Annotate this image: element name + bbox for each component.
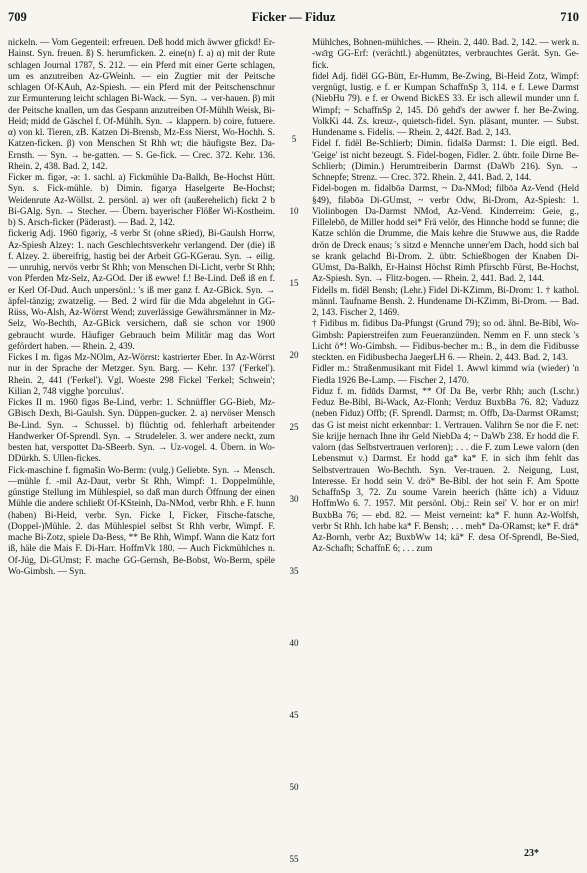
entry-paragraph: Fidel f. fidël Be-Schlierb; Dimin. fidəlšə Darmst: 1. Die eigtl. Bed. 'Geige' ist nicht bezeugt. S. Fidel-bogen, Fidler. 2. übtr. foile Dirne Be-Schlierb; (Dimin.) Herumtreiberin Darmst (DaWb 216). Syn. → Schnepfe; Strenz. — Crec. 372. Rhein. 2, 441. Bad. 2, 144. <box>312 139 579 183</box>
entry-paragraph: Fickes I m. figəs Mz-NOlm, Az-Wörrst: kastrierter Eber. In Az-Wörrst nur in der Sprache der Metzger. Syn. Barg. — Kehr. 137 ('Ferkel'). Rhein. 2, 441 ('Ferkel'). Vgl. Woeste 298 Fickel 'Ferkel; Schwein'; Kilian 2, 748 vigghe 'porculus'. <box>8 353 275 397</box>
line-number: 55 <box>289 854 299 864</box>
entry-paragraph: Fick-maschine f. figmašin Wo-Berm: (vulg.) Geliebte. Syn. → Mensch. —mühle f. -mil Az-Daut, verbr St Rhh, Wimpf: 1. Doppelmühle, günstige Stellung im Mühlespiel, so daß man durch Öffnung der einen Mühle die andere schließt Of-KSteinh, Da-NMod, verbr Rhh. e F. hunn (haben) Bi-Heid, verbr. Syn. Ficke I, Ficker, Fitsche-fatsche, (Doppel-)Mühle. 2. das Mühlespiel selbst St Rhh verbr, Wimpf. F. mache Bi-Zotz, spiele Da-Bess, ** Be Rhh, Wimpf. Wann die Katz fort iß, häle die Mais F. Di-Harr. HoffmVk 180. — Auch Fickmühlches n. Of-Jüg, Di-GUmst; F. mache GG-Gernsh, Be-Bobst, Wo-Berm, spële Wo-Gimbsh. — Syn. <box>8 465 275 577</box>
entry-paragraph: Fidler m.: Straßenmusikant mit Fidel 1. Awwl kimmd wia (wieder) 'n Fiedla 1926 Be-Lamp. — Fischer 2, 1470. <box>312 364 579 386</box>
right-column <box>312 38 579 556</box>
entry-paragraph: Fidel-bogen m. fidəlbōə Darmst, ~ Da-NMod; filbōə Az-Vend (Held §49), filəbōə Di-GUmst, ~ verbr Odw, Bi-Drom, Az-Spiesh: 1. Violinbogen Da-Darmst NMod, Az-Vend. Kinderreim: Geie, g., Fillelebō, de Miller hodd sei* Frä velör, des Hinnche hodd se funne; die Katze schlön die Drumme, die Mais kehre die Stuwwe aus, die Radde drön de Dreck enaus; 's sitzd e Mennche unner'em Dach, hodd sich bal se krank gelachd Bi-Drom. 2. übtr. Schießbogen der Knaben Di-GUmst, Da-Balkh, Er-Hainst Höchst Rimh Pfirschb Fürst, Be-Hochst, Az-Spiesh. Syn. → Flitz-bogen. — Rhein. 2, 441. Bad. 2, 144. <box>312 184 579 285</box>
entry-paragraph: Fickes II m. 1960 figəs Be-Lind, verbr: 1. Schnüffler GG-Bieb, Mz-GBisch Dexh, Bi-Gaulsh. Syn. Düppen-gucker. 2. a) nervöser Mensch Be-Lind. Syn. → Schussel. b) flüchtig od. fehlerhaft arbeitender Handwerker Of-Sprendl. Syn. → Strudeleler. 3. wer andere neckt, zum besten hat, verspottet Da-SBeerb. Syn. → Uz-vogel. 4. Übern. in Wo-DDürkh. S. Ullen-fickes. <box>8 398 275 465</box>
line-number: 30 <box>289 494 299 504</box>
signature-mark: 23* <box>524 848 539 859</box>
line-number: 35 <box>289 566 299 576</box>
line-number: 20 <box>289 350 299 360</box>
line-number: 10 <box>289 206 299 216</box>
left-column <box>8 38 275 578</box>
entry-paragraph: Fiduz f. m. fidūds Darmst, ** Of Da Be, verbr Rhh; auch (Lschr.) Feduz Be-Bibl, Bi-Wack, Az-Flonh; Verduz BuxbBa 76. 82; Vaduzz (neben Fiduz) Offb; (F. Sprendl. Darmst; m. Offb, Da-Darmst ORamst; das G ist meist nicht erkennbar: 1. Vertrauen. Valihrn Se nor die F. net: Sie krijje hernach Ihne ihr Geld NiebDa 4; ~ DaWb 238. Er hodd die F. valorn (das Selbstvertrauen verloren); . . . die F. zum Lewe valorn (den Lebensmut v.) Darmst. Er hodd ga* ka* F. in sich ihm fehlt das Selbstvertrauen Wo-Bechth. Syn. Ver-trauen. 2. Neigung, Lust, Interesse. Er hodd sein V. drö* Be-Bibl. der hot sein F. Am Spotte SchaffnSp 3, 72. Zu soume Varein heerich (hätte ich) a Viduuz HoffmWo 6. 7. 1957. Mit persönl. Obj.: Rein sei' V. hor er on mir! BuxbBa 76; — ebd. 82. — Meist verneint: ka* F. hunn Az-Wolfsh, verbr St Rhh. Ich habe ka* F. Bensh; . . . meh* Da-ORamst; ke* F. drä* Az-Bornh, verbr Az; BuxbWw 14; kä* F. desa Of-Sprendl, Be-Sied, Az-Schafh; SchaffnE 6; . . . zum <box>312 386 579 555</box>
page-number-left: 709 <box>8 10 27 24</box>
header-title: Ficker — Fiduz <box>251 10 336 24</box>
entry-paragraph: Fidells m. fidël Bensh; (Lehr.) Fidel Di-KZimm, Bi-Drom: 1. † kathol. männl. Taufname Bensh. 2. Hundename Di-KZimm, Bi-Drom. — Bad. 2, 143. Fischer 2, 1469. <box>312 285 579 318</box>
line-number: 50 <box>289 782 299 792</box>
page-number-right: 710 <box>560 10 579 24</box>
line-number: 45 <box>289 710 299 720</box>
line-number: 5 <box>291 134 297 144</box>
line-number: 15 <box>289 278 299 288</box>
entry-paragraph: † Fidibus m. fidibus Da-Pfungst (Grund 79); so od. ähnl. Be-Bibl, Wo-Gimbsh: Papierstreifen zum Feueranzünden. Nemm en F. unn steck 's Licht ö*! Wo-Gimbsh. — Fidibus-becher m.: B., in dem die Fidibusse steckten. en Fidibusbecha JaegerLH 6. — Rhein. 2, 443. Bad. 2, 143. <box>312 319 579 363</box>
entry-paragraph: fickerig Adj. 1960 figəriχ, -š verbr St (ohne sRied), Bi-Gaulsh Horrw, Az-Spiesh Alzey: 1. nach Geschlechtsverkehr verlangend. Der (die) iß f. Alzey. 2. übereifrig, hastig bei der Arbeit GG-KGerau. Syn. → eilig. — unruhig, nervös verbr St Rhh; von Menschen Di-Licht, verbr St Rhh; von Pferden Mz-Selz, Az-GOd. Der iß ewwe! f.! Be-Lind. Deß iß en f. er Kerl Of-Dud. Auch unpersönl.: 's iß mer ganz f. Az-GBick. Syn. → äpfel-tänzig; zwatzelig. — Bed. 2 wird für die Mda abgelehnt in GG-Rüss, Wo-Alsh, Az-Wörrst Wend; zuverlässige Gewährsmänner in Mz-Selz, Wo-Bechth, Az-GBick versichern, daß sie schon vor 1900 gebraucht wurde. Häufiger Gebrauch beim Militär mag das Wort gefördert haben. — Rhein. 2, 439. <box>8 229 275 352</box>
line-number: 25 <box>289 422 299 432</box>
entry-paragraph: Mühlches, Bohnen-mühlches. — Rhein. 2, 440. Bad. 2, 142. — werk n. -wɛ̄rg GG-Erf: (verächtl.) abgenütztes, verbrauchtes Gerät. Syn. Ge-fick. <box>312 38 579 71</box>
line-number: 40 <box>289 638 299 648</box>
entry-paragraph: fidel Adj. fidël GG-Bütt, Er-Humm, Be-Zwing, Bi-Heid Zotz, Wimpf: vergnügt, lustig. e f. er Kumpan SchaffnSp 3, 114. e f. Lewe Darmst (NiebHu 79). e f. er Owend BickES 33. Er isch allewil munder unn f. Wimpf; ~ SchaffnSp 2, 145. Dö gehd's der awwer f. her Be-Zwing. VolkKi 44. Zs. kreuz-, quietsch-fidel. Syn. pläsant, munter. — Subst. Hundename s. Fidelis. — Rhein. 2, 442f. Bad. 2, 143. <box>312 71 579 138</box>
entry-paragraph: Ficker m. figər, -ə: 1. sachl. a) Fickmühle Da-Balkh, Be-Hochst Hütt. Syn. s. Fick-mühle. b) Dimin. figərχə Haselgerte Be-Hochst; Weidenrute Az-Wöllst. 2. persönl. a) wer oft (außerehelich) fickt 2 b Bi-GAlg. Syn. → Stecher. — Übern. bayerischer Flößer Wi-Kostheim. b) S. Arsch-ficker (Päderast). — Bad. 2, 142. <box>8 173 275 228</box>
entry-paragraph: nickeln. — Vom Gegenteil: erfreuen. Deß hodd mich äwwer gfickd! Er-Hainst. Syn. freuen. ß) S. herumficken. 2. eine(n) f. a) α) mit der Rute schlagen Journal 1787, S. 212. — ein Pferd mit einer Gerte schlagen, um es anzutreiben Az-GWeinh. — ein Zugtier mit der Peitsche schlagen Of-KAuh, Az-Spiesh. — ein Pferd mit der Peitschenschnur zur Ermunterung leicht schlagen Bi-Wack. — Syn. → ver-hauen. β) mit der Peitsche knallen, um das Gespann anzutreiben Of-Mühlh Weisk, Bi-Heid; midd de Gäschel f. Of-Mühlh. Syn. → klappern. b) coire, futuere. α) von kl. Tieren, zB. Katzen Di-Brensb, Mz-Ess Nierst, Wo-Hochh. S. Katzen-ficken. β) von Menschen St Rhh wt; die häufigste Bez. Da-Ernsth. — Syn. → be-gatten. — S. Ge-fick. — Crec. 372. Kehr. 136. Rhein. 2, 438. Bad. 2, 142. <box>8 38 276 172</box>
running-header <box>8 10 579 28</box>
